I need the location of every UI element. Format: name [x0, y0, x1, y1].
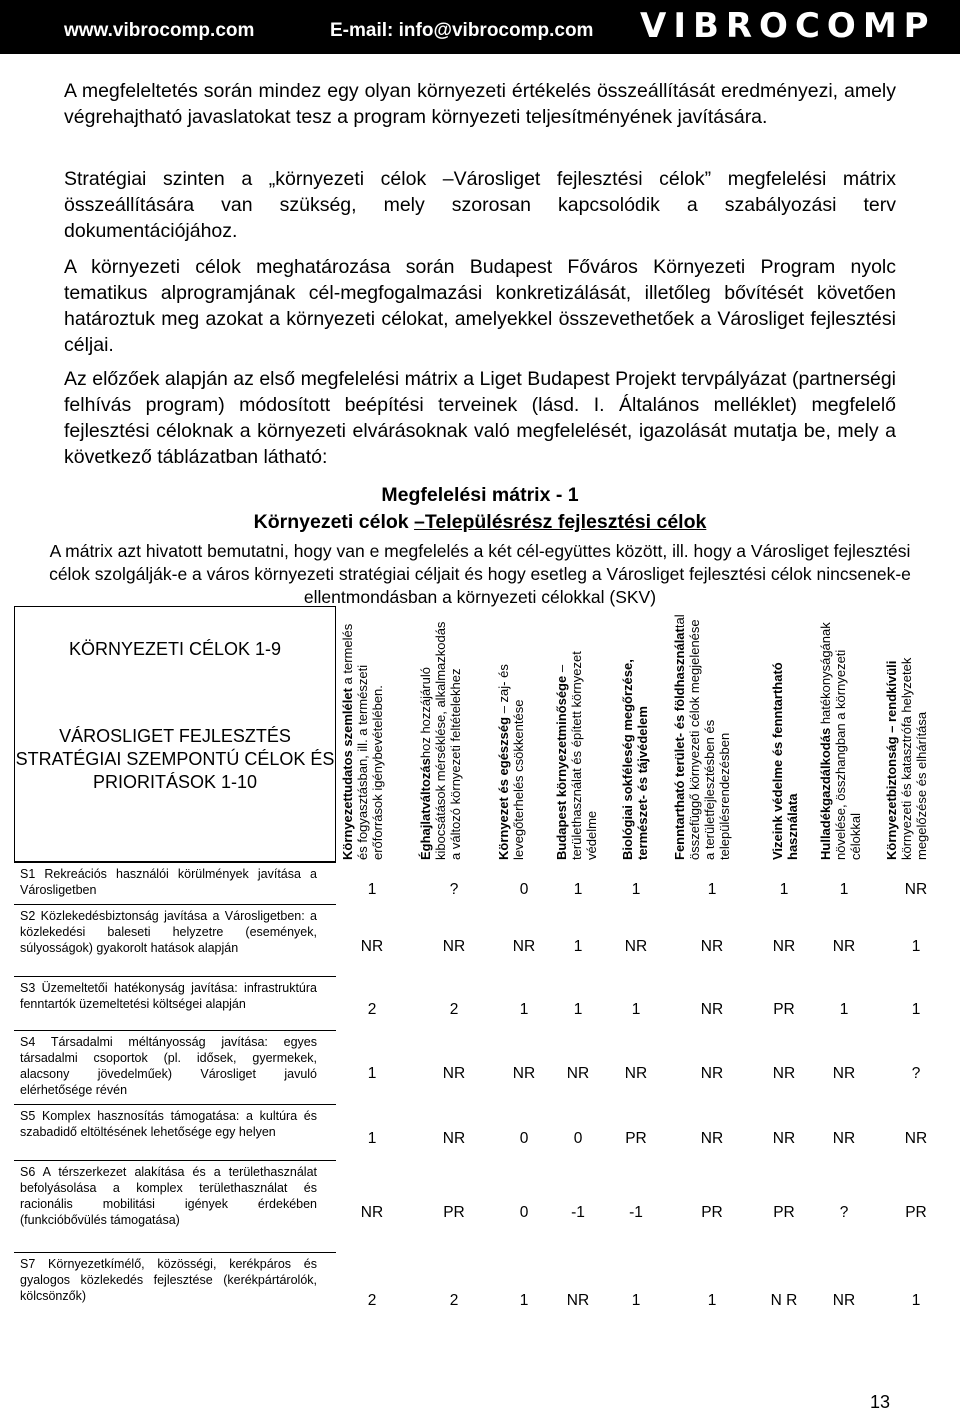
paragraph-2: Stratégiai szinten a „környezeti célok –Városliget fejlesztési célok” megfelelési mátrix összeállítására van szükség, mely szorosan kapcsolódik a szabályozási terv dokumentációjához.: [64, 168, 896, 242]
column-header-text: [672, 612, 762, 860]
column-header-7: [770, 612, 814, 860]
column-header-bold: Budapest környezetminősége: [554, 675, 569, 860]
paragraph-4: Az előzőek alapján az első megfelelési mátrix a Liget Budapest Projekt tervpályázat (partnerségi felhívás program) módosított beépítési terveinek (lásd. I. Általános melléklet) megfelelő fejlesztési céloknak a környezeti elvárásoknak való megfelelését, igazolását mutatja be, mely a következő táblázatban látható:: [64, 368, 896, 468]
matrix-cell: NR: [700, 1130, 724, 1147]
row-label-s3: S3 Üzemeltetői hatékonyság javítása: infrastruktúra fenntartók üzemeltetési költségei alapján: [20, 981, 317, 1011]
matrix-cell: 1: [631, 1001, 641, 1018]
row-divider: [14, 1030, 336, 1031]
column-header-text: [418, 612, 490, 860]
paragraph-3: A környezeti célok meghatározása során Budapest Főváros Környezeti Program nyolc tematikus alprogramjának cél-megfogalmazási konkretizálását, illetőleg bővítését követően határoztuk meg azokat a környezeti célokat, amelyekkel összevethetőek a Városliget fejlesztési céljai.: [64, 256, 896, 356]
matrix-cell: 1: [367, 1130, 377, 1147]
matrix-cell: NR: [772, 938, 796, 955]
matrix-cell: N R: [770, 1292, 798, 1309]
matrix-cell: NR: [832, 1130, 856, 1147]
matrix-cell: 1: [631, 1292, 641, 1309]
matrix-cell: ?: [449, 881, 459, 898]
matrix-cell: NR: [360, 938, 384, 955]
matrix-cell: NR: [442, 1130, 466, 1147]
matrix-cell: 1: [911, 1292, 921, 1309]
row-divider: [14, 862, 336, 863]
matrix-cell: PR: [701, 1204, 723, 1221]
matrix-cell: -1: [629, 1204, 643, 1221]
column-header-rest: a termelés és fogyasztásban, ill. a természeti erőforrások igénybevételében.: [340, 623, 385, 860]
matrix-cell: 0: [573, 1130, 583, 1147]
matrix-cell: 1: [573, 1001, 583, 1018]
website-link[interactable]: www.vibrocomp.com: [64, 20, 255, 41]
matrix-cell: -1: [571, 1204, 585, 1221]
matrix-cell: NR: [442, 1065, 466, 1082]
column-header-text: [496, 612, 548, 860]
company-logo: VIBROCOMP: [640, 6, 936, 46]
matrix-cell: 1: [839, 881, 849, 898]
matrix-cell: 1: [911, 938, 921, 955]
development-goals-heading: VÁROSLIGET FEJLESZTÉS STRATÉGIAI SZEMPONTÚ CÉLOK ÉS PRIORITÁSOK 1-10: [15, 726, 335, 792]
row-divider: [14, 1104, 336, 1105]
column-header-bold: Fenntartható terület- és földhasználat: [672, 628, 687, 860]
matrix-cell: 0: [519, 881, 529, 898]
matrix-cell: PR: [905, 1204, 927, 1221]
column-header-bold: Vizeink védelme és fenntartható használata: [770, 662, 800, 860]
column-header-rest: hoz hozzájáruló kibocsátások mérséklése, alkalmazkodás a változó környezeti feltételekhez: [418, 621, 463, 860]
column-header-text: [554, 612, 614, 860]
matrix-cell: ?: [839, 1204, 849, 1221]
column-header-2: [418, 612, 490, 860]
column-header-text: [340, 612, 412, 860]
column-header-5: [620, 612, 668, 860]
matrix-cell: NR: [700, 938, 724, 955]
paragraph-1: A megfeleltetés során mindez egy olyan környezeti értékelés összeállítását eredményezi, amely végrehajtható javaslatokat tesz a program környezeti teljesítményének javítására.: [64, 80, 896, 128]
matrix-title: [40, 482, 920, 536]
column-header-3: [496, 612, 548, 860]
matrix-cell: 1: [519, 1292, 529, 1309]
column-header-bold: Éghajlatváltozás: [418, 758, 433, 860]
matrix-cell: PR: [773, 1204, 795, 1221]
matrix-cell: PR: [773, 1001, 795, 1018]
matrix-cell: NR: [904, 1130, 928, 1147]
row-label-s7: S7 Környezetkímélő, közösségi, kerékpáros és gyalogos közlekedés fejlesztése (kerékpártárolók, kölcsönzők): [20, 1257, 317, 1303]
matrix-title-part1: Környezeti célok: [253, 511, 415, 533]
matrix-cell: 2: [367, 1292, 377, 1309]
column-header-8: [818, 612, 880, 860]
matrix-cell: 1: [707, 881, 717, 898]
column-header-rest: – zaj- és levegőterhelés csökkentése: [496, 664, 526, 860]
matrix-cell: NR: [512, 938, 536, 955]
matrix-cell: NR: [624, 938, 648, 955]
column-header-rest: tal összefüggő környezeti célok megjelenése a területfejlesztésben és településrendezésben: [672, 614, 732, 860]
matrix-description: A mátrix azt hivatott bemutatni, hogy van e megfelelés a két cél-együttes között, ill. hogy a Városliget fejlesztési célok szolgálják-e a város környezeti stratégiai céljait és hogy esetleg a Városliget fejlesztési célok nincsenek-e ellentmondásban a környezeti célokkal (SKV): [49, 541, 911, 607]
matrix-cell: NR: [832, 1292, 856, 1309]
matrix-cell: NR: [360, 1204, 384, 1221]
column-header-text: [620, 612, 668, 860]
matrix-title-line1: Megfelelési mátrix - 1: [381, 484, 579, 506]
matrix-cell: NR: [624, 1065, 648, 1082]
matrix-title-line2: [40, 509, 920, 536]
column-header-4: [554, 612, 614, 860]
matrix-cell: ?: [911, 1065, 921, 1082]
matrix-cell: PR: [443, 1204, 465, 1221]
column-header-bold: Hulladékgazdálkodás: [818, 727, 833, 860]
column-header-text: [818, 612, 880, 860]
column-header-1: [340, 612, 412, 860]
matrix-cell: 0: [519, 1204, 529, 1221]
matrix-cell: 2: [449, 1001, 459, 1018]
page-number: 13: [870, 1392, 891, 1412]
matrix-cell: NR: [832, 938, 856, 955]
row-divider: [14, 976, 336, 977]
matrix-cell: 1: [707, 1292, 717, 1309]
column-header-bold: Környezet és egészség: [496, 716, 511, 860]
matrix-cell: 1: [573, 881, 583, 898]
row-divider: [14, 1160, 336, 1161]
column-header-rest: – területhasználat és épített környezet védelme: [554, 651, 599, 860]
row-label-s4: S4 Társadalmi méltányosság javítása: egyes társadalmi csoportok (pl. idősek, gyermekek, alacsony jövedelműek) Városliget javuló elérhetősége révén: [20, 1035, 317, 1097]
matrix-cell: 1: [839, 1001, 849, 1018]
row-label-s6: S6 A térszerkezet alakítása és a területhasználat befolyásolása a komplex területhasználat és racionális mobilitási igények érdekében (funkcióbővülés támogatása): [20, 1165, 317, 1227]
matrix-title-part2: –Településrész fejlesztési célok: [414, 511, 707, 533]
row-label-s1: S1 Rekreációs használói körülmények javítása a Városligetben: [20, 867, 317, 897]
matrix-cell: NR: [442, 938, 466, 955]
matrix-cell: 0: [519, 1130, 529, 1147]
matrix-cell: 1: [631, 881, 641, 898]
matrix-cell: 2: [449, 1292, 459, 1309]
column-header-rest: hatékonyságának növelése, összhangban a környezeti célokkal: [818, 622, 863, 860]
matrix-cell: 1: [367, 881, 377, 898]
matrix-cell: NR: [700, 1065, 724, 1082]
email-link[interactable]: E-mail: info@vibrocomp.com: [330, 20, 594, 41]
matrix-cell: NR: [772, 1130, 796, 1147]
matrix-corner-cell: [14, 606, 336, 862]
matrix-cell: 1: [573, 938, 583, 955]
matrix-cell: 1: [519, 1001, 529, 1018]
environmental-goals-heading: KÖRNYEZETI CÉLOK 1-9: [68, 639, 282, 659]
matrix-cell: PR: [625, 1130, 647, 1147]
matrix-cell: NR: [566, 1065, 590, 1082]
row-divider: [14, 904, 336, 905]
column-header-9: [884, 612, 944, 860]
row-label-s2: S2 Közlekedésbiztonság javítása a Városligetben: a közlekedési baleseti helyzetre (események, súlyosságok) gyakorolt hatások alapján: [20, 909, 317, 955]
row-divider: [14, 1252, 336, 1253]
column-header-6: [672, 612, 762, 860]
matrix-cell: NR: [904, 881, 928, 898]
matrix-cell: NR: [700, 1001, 724, 1018]
page-header: [0, 0, 960, 54]
matrix-cell: 1: [911, 1001, 921, 1018]
matrix-cell: 1: [367, 1065, 377, 1082]
column-header-text: [884, 612, 944, 860]
matrix-cell: 2: [367, 1001, 377, 1018]
matrix-cell: 1: [779, 881, 789, 898]
matrix-cell: NR: [566, 1292, 590, 1309]
row-label-s5: S5 Komplex hasznosítás támogatása: a kultúra és szabadidő eltöltésének lehetősége egy helyen: [20, 1109, 317, 1139]
column-header-bold: Környezettudatos szemlélet: [340, 688, 355, 860]
matrix-cell: NR: [772, 1065, 796, 1082]
column-header-bold: Biológiai sokféleség megőrzése, természet- és tájvédelem: [620, 659, 650, 860]
column-header-text: [770, 612, 814, 860]
column-header-bold: Környezetbiztonság – rendkívüli: [884, 660, 899, 860]
column-header-rest: környezeti és katasztrófa helyzetek megelőzése és elhárítása: [899, 657, 929, 860]
matrix-cell: NR: [832, 1065, 856, 1082]
matrix-cell: NR: [512, 1065, 536, 1082]
